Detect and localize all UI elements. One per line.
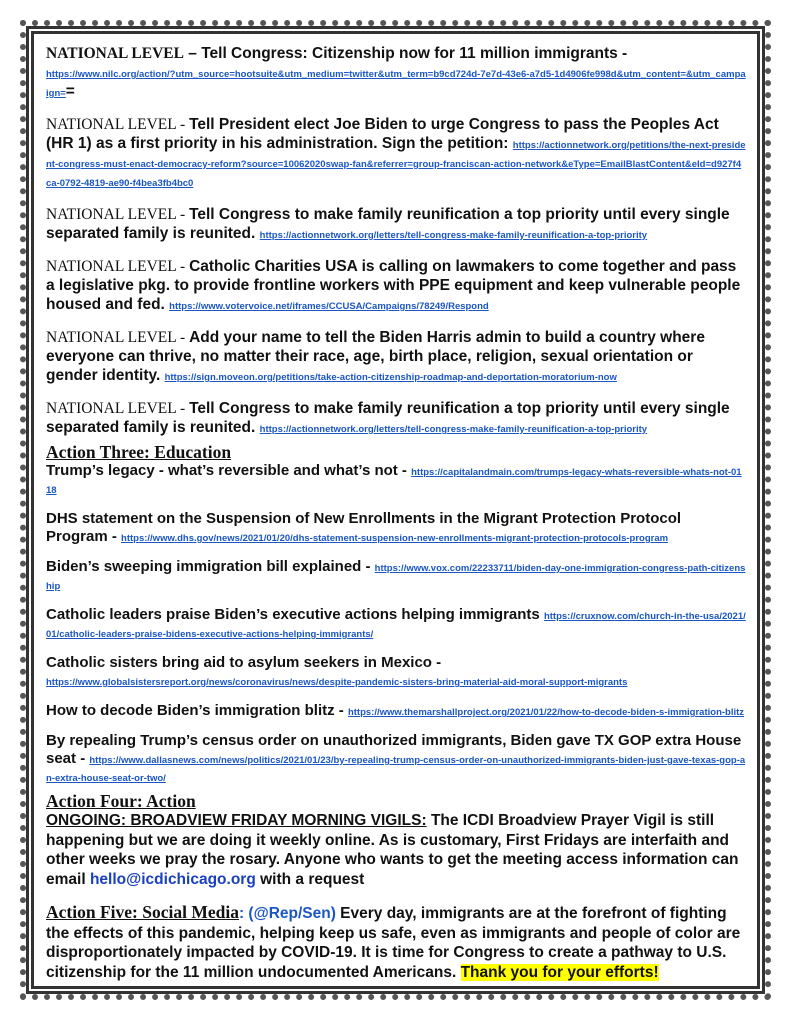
- article-link[interactable]: https://www.themarshallproject.org/2021/01/22/how-to-decode-biden-s-immigration-blitz: [347, 707, 745, 718]
- thanks-highlight: Thank you for your efforts!: [460, 963, 659, 981]
- article-link[interactable]: https://www.vox.com/22233711/biden-day-one-immigration-congress-path-citizenship: [46, 563, 746, 592]
- education-item: By repealing Trump’s census order on unauthorized immigrants, Biden gave TX GOP extra House seat - https://www.dallasnews.com/news/politics/2021/01/23/by-repealing-trump-census-order-on-unauthorized-immigrants-biden-just-gave-texas-gop-an-extra-house-seat-or-two/: [46, 732, 746, 784]
- national-item-2: NATIONAL LEVEL - Tell President elect Joe Biden to urge Congress to pass the Peoples Act (HR 1) as a first priority in his administration. Sign the petition: https://actionnetwork.org/petitions/the-next-president-congress-must-enact-democracy-reform?source=10062020swap-fan&referrer=group-franciscan-action-network&eType=EmailBlastContent&eId=d927f4ca-0792-4819-ae90-f4bea3fb4bc0: [46, 116, 746, 189]
- petition-link[interactable]: https://sign.moveon.org/petitions/take-action-citizenship-roadmap-and-deportation-moratorium-now: [164, 372, 617, 383]
- petition-link[interactable]: https://www.votervoice.net/iframes/CCUSA/Campaigns/78249/Respond: [169, 301, 489, 312]
- level-label: NATIONAL LEVEL: [46, 206, 177, 223]
- level-label: NATIONAL LEVEL: [46, 116, 177, 133]
- article-link[interactable]: https://www.globalsistersreport.org/news/coronavirus/news/despite-pandemic-sisters-bring-material-aid-moral-support-migrants: [46, 677, 628, 688]
- email-link[interactable]: hello@icdichicago.org: [89, 870, 256, 888]
- handle-placeholder: (@Rep/Sen): [248, 905, 336, 922]
- article-link[interactable]: https://www.dallasnews.com/news/politics/2021/01/23/by-repealing-trump-census-order-on-unauthorized-immigrants-biden-just-gave-texas-gop-an-extra-house-seat-or-two/: [46, 755, 746, 784]
- education-item: How to decode Biden’s immigration blitz - https://www.themarshallproject.org/2021/01/22/how-to-decode-biden-s-immigration-blitz: [46, 702, 745, 719]
- section-heading-education: Action Three: Education: [46, 442, 232, 462]
- petition-link[interactable]: https://actionnetwork.org/letters/tell-congress-make-family-reunification-a-top-priority: [259, 424, 648, 435]
- petition-link[interactable]: https://actionnetwork.org/petitions/the-next-president-congress-must-enact-democracy-reform?source=10062020swap-fan&referrer=group-franciscan-action-network&eType=EmailBlastContent&eId=d927f4ca-0792-4819-ae90-f4bea3fb4bc0: [46, 140, 746, 189]
- national-item-1: NATIONAL LEVEL – Tell Congress: Citizenship now for 11 million immigrants - https://www.nilc.org/action/?utm_source=hootsuite&utm_medium=twitter&utm_term=b9cd724d-7e7d-43e6-a7d5-1d4906fe998d&utm_content=&utm_campaign==: [46, 45, 746, 100]
- section-heading-social: Action Five: Social Media: [46, 902, 239, 922]
- petition-link[interactable]: https://actionnetwork.org/letters/tell-congress-make-family-reunification-a-top-priority: [259, 230, 648, 241]
- level-label: NATIONAL LEVEL: [46, 45, 184, 62]
- article-link[interactable]: https://www.dhs.gov/news/2021/01/20/dhs-statement-suspension-new-enrollments-migrant-protection-protocols-program: [121, 533, 669, 544]
- level-label: NATIONAL LEVEL: [46, 400, 177, 417]
- national-item-5: NATIONAL LEVEL - Add your name to tell the Biden Harris admin to build a country where everyone can thrive, no matter their race, age, birth place, religion, sexual orientation or gender identity. https://sign.moveon.org/petitions/take-action-citizenship-roadmap-and-deportation-moratorium-now: [46, 329, 705, 384]
- national-item-3: NATIONAL LEVEL - Tell Congress to make family reunification a top priority until every single separated family is reunited. https://actionnetwork.org/letters/tell-congress-make-family-reunification-a-top-priority: [46, 206, 730, 242]
- vigil-paragraph: ONGOING: BROADVIEW FRIDAY MORNING VIGILS: The ICDI Broadview Prayer Vigil is still happening but we are doing it weekly online. As is customary, First Fridays are interfaith and other weeks we pray the rosary. Anyone who wants to get the meeting access information can email hello@icdichicago.org with a request: [46, 812, 739, 888]
- education-item: Catholic leaders praise Biden’s executive actions helping immigrants https://cruxnow.com/church-in-the-usa/2021/01/catholic-leaders-praise-bidens-executive-actions-helping-immigrants/: [46, 606, 746, 640]
- education-item: Catholic sisters bring aid to asylum seekers in Mexico - https://www.globalsistersreport.org/news/coronavirus/news/despite-pandemic-sisters-bring-material-aid-moral-support-migrants: [46, 654, 628, 688]
- social-media-paragraph: Action Five: Social Media: (@Rep/Sen) Every day, immigrants are at the forefront of fighting the effects of this pandemic, helping keep us safe, even as immigrants and people of color are disproportionately impacted by COVID-19. It is time for Congress to create a pathway to U.S. citizenship for the 11 million undocumented Americans. Thank you for your efforts!: [46, 902, 741, 981]
- level-label: NATIONAL LEVEL: [46, 329, 177, 346]
- education-item: DHS statement on the Suspension of New Enrollments in the Migrant Protection Protocol Program - https://www.dhs.gov/news/2021/01/20/dhs-statement-suspension-new-enrollments-migrant-protection-protocols-program: [46, 510, 682, 545]
- level-label: NATIONAL LEVEL: [46, 258, 177, 275]
- article-link[interactable]: https://cruxnow.com/church-in-the-usa/2021/01/catholic-leaders-praise-bidens-executive-actions-helping-immigrants/: [46, 611, 746, 640]
- article-link[interactable]: https://capitalandmain.com/trumps-legacy-whats-reversible-whats-not-0118: [46, 467, 742, 496]
- petition-link[interactable]: https://www.nilc.org/action/?utm_source=hootsuite&utm_medium=twitter&utm_term=b9cd724d-7e7d-43e6-a7d5-1d4906fe998d&utm_content=&utm_campaign=: [46, 69, 746, 99]
- education-item: Trump’s legacy - what’s reversible and what’s not - https://capitalandmain.com/trumps-legacy-whats-reversible-whats-not-0118: [46, 462, 742, 496]
- section-heading-action: Action Four: Action: [46, 791, 196, 811]
- education-item: Biden’s sweeping immigration bill explained - https://www.vox.com/22233711/biden-day-one-immigration-congress-path-citizenship: [46, 558, 746, 592]
- document-body: [46, 44, 746, 996]
- national-item-4: NATIONAL LEVEL - Catholic Charities USA is calling on lawmakers to come together and pass a legislative pkg. to provide frontline workers with PPE equipment and keep vulnerable people housed and fed. https://www.votervoice.net/iframes/CCUSA/Campaigns/78249/Respond: [46, 258, 741, 313]
- vigil-lead: ONGOING: BROADVIEW FRIDAY MORNING VIGILS:: [46, 812, 427, 829]
- national-item-6: NATIONAL LEVEL - Tell Congress to make family reunification a top priority until every single separated family is reunited. https://actionnetwork.org/letters/tell-congress-make-family-reunification-a-top-priority: [46, 400, 730, 436]
